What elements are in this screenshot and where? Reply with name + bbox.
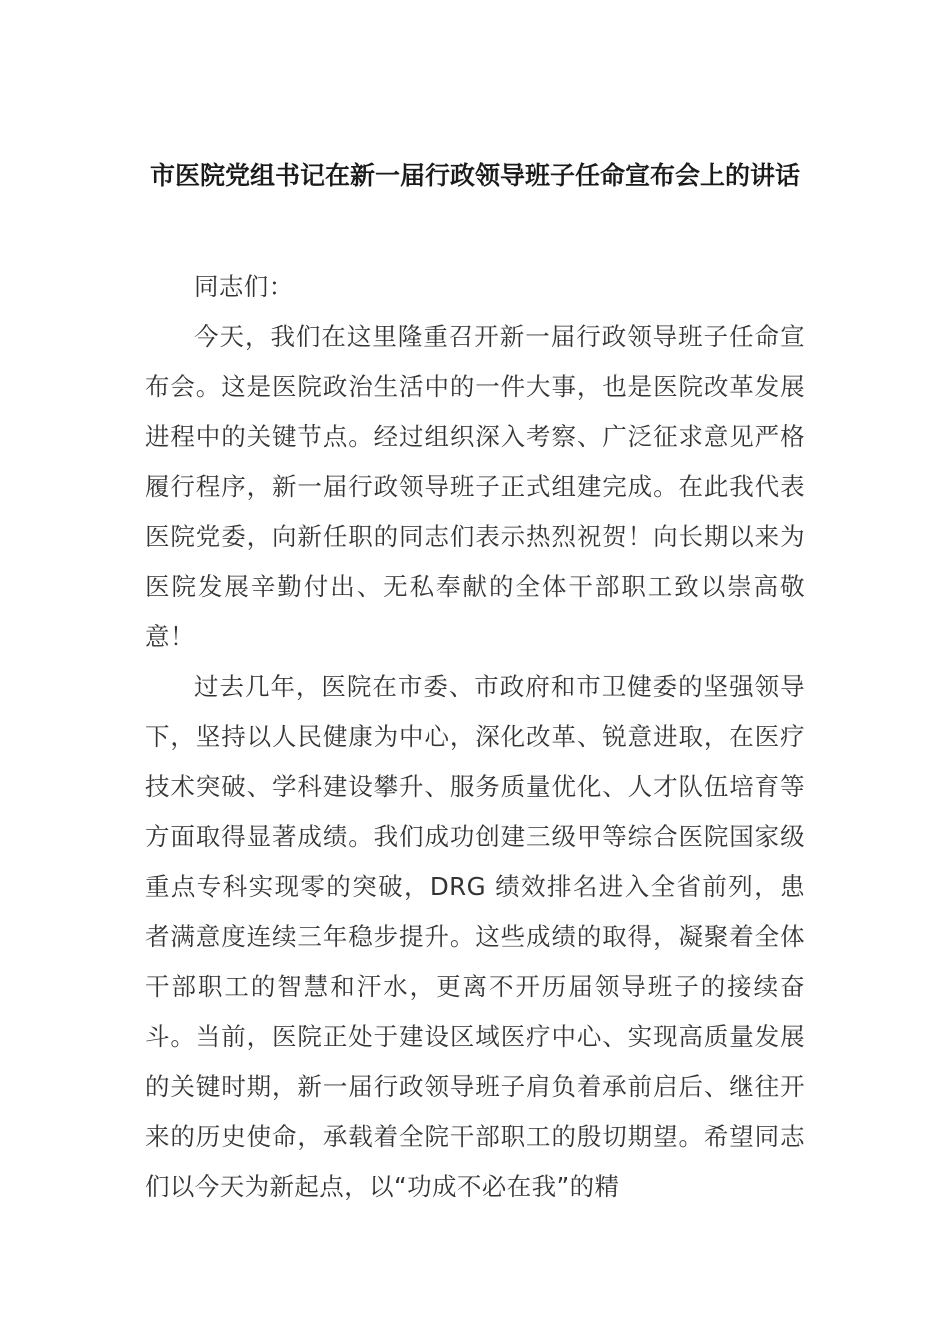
paragraph-1: 今天，我们在这里隆重召开新一届行政领导班子任命宣布会。这是医院政治生活中的一件大事，也是医院改革发展进程中的关键节点。经过组织深入考察、广泛征求意见严格履行程序，新一届行政领导班子正式组建完成。在此我代表医院党委，向新任职的同志们表示热烈祝贺！向长期以来为医院发展辛勤付出、无私奉献的全体干部职工致以崇高敬意！ [145, 322, 805, 651]
document-title: 市医院党组书记在新一届行政领导班子任命宣布会上的讲话 [149, 161, 800, 190]
document-body [145, 262, 805, 1212]
salutation: 同志们： [194, 272, 294, 301]
paragraph-2: 过去几年，医院在市委、市政府和市卫健委的坚强领导下，坚持以人民健康为中心，深化改革、锐意进取，在医疗技术突破、学科建设攀升、服务质量优化、人才队伍培育等方面取得显著成绩。我们成功创建三级甲等综合医院国家级重点专科实现零的突破，DRG 绩效排名进入全省前列，患者满意度连续三年稳步提升。这些成绩的取得，凝聚着全体干部职工的智慧和汗水，更离不开历届领导班子的接续奋斗。当前，医院正处于建设区域医疗中心、实现高质量发展的关键时期，新一届行政领导班子肩负着承前启后、继往开来的历史使命，承载着全院干部职工的殷切期望。希望同志们以今天为新起点，以“功成不必在我”的精 [145, 672, 805, 1201]
